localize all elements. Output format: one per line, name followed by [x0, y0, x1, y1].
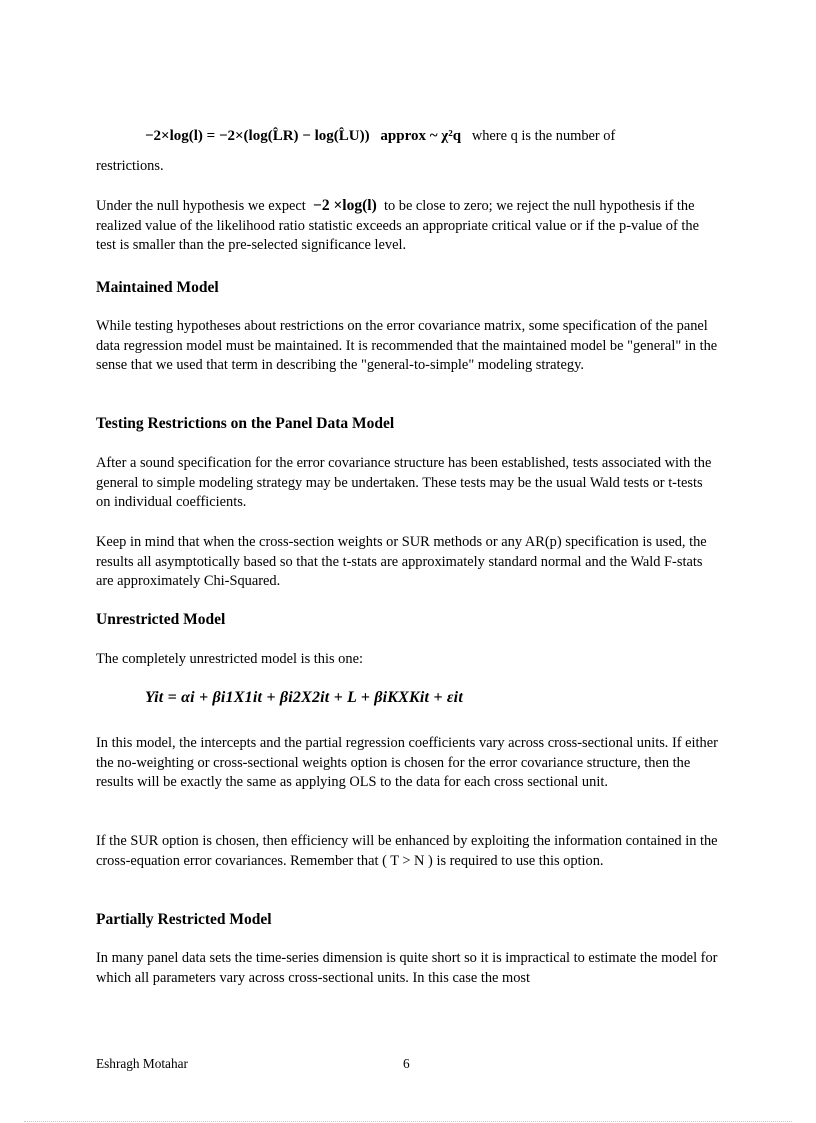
footer-page-number: 6 — [403, 1056, 410, 1071]
unrestricted-model-equation: Yit = αi + βi1X1it + βi2X2it + L + βiKXKit + εit — [145, 689, 463, 706]
null-text-before: Under the null hypothesis we expect — [96, 198, 306, 214]
formula-tail: where q is the number of — [471, 128, 616, 144]
formula-continuation: restrictions. — [96, 158, 164, 174]
heading-unrestricted-model: Unrestricted Model — [96, 611, 226, 628]
null-stat: −2 ×log(l) — [313, 197, 377, 214]
formula-approx: approx ~ χ²q — [380, 128, 462, 144]
formula-lhs: −2×log(l) = −2×(log(L̂R) − log(L̂U)) — [145, 128, 370, 144]
page-bottom-divider — [24, 1121, 792, 1122]
unrestricted-intro: The completely unrestricted model is this one: — [96, 651, 363, 667]
unrestricted-paragraph-1: In this model, the intercepts and the partial regression coefficients vary across cross-sectional units. If either the no-weighting or cross-sectional weights option is chosen for the error covariance structure, then the results will be exactly the same as applying OLS to the data for each cross sectional unit. — [96, 735, 718, 791]
testing-restrictions-paragraph-1: After a sound specification for the error covariance structure has been established, tests associated with the general to simple modeling strategy may be undertaken. These tests may be the usual Wald tests or t-tests on individual coefficients. — [96, 455, 712, 511]
unrestricted-paragraph-2: If the SUR option is chosen, then efficiency will be enhanced by exploiting the information contained in the cross-equation error covariances. Remember that ( T > N ) is required to use this option. — [96, 833, 718, 869]
likelihood-ratio-formula — [145, 126, 725, 146]
maintained-model-paragraph: While testing hypotheses about restrictions on the error covariance matrix, some specification of the panel data regression model must be maintained. It is recommended that the maintained model be "general" in the sense that we used that term in describing the "general-to-simple" modeling strategy. — [96, 318, 718, 374]
testing-restrictions-paragraph-2: Keep in mind that when the cross-section weights or SUR methods or any AR(p) specification is used, the results all asymptotically based so that the t-stats are approximately standard normal and the Wald F-stats are approximately Chi-Squared. — [96, 534, 707, 590]
null-hypothesis-paragraph — [96, 196, 718, 256]
footer-author: Eshragh Motahar — [96, 1056, 188, 1071]
null-text-after: to be close to zero; we reject the null hypothesis if the realized value of the likelihood ratio statistic exceeds an appropriate critical value or if the p-value of the test is smaller than the pre-selected significance level. — [96, 198, 699, 254]
partially-restricted-paragraph: In many panel data sets the time-series dimension is quite short so it is impractical to estimate the model for which all parameters vary across cross-sectional units. In this case the most — [96, 950, 718, 986]
heading-maintained-model: Maintained Model — [96, 279, 219, 296]
heading-partially-restricted-model: Partially Restricted Model — [96, 911, 272, 928]
heading-testing-restrictions: Testing Restrictions on the Panel Data Model — [96, 415, 395, 432]
